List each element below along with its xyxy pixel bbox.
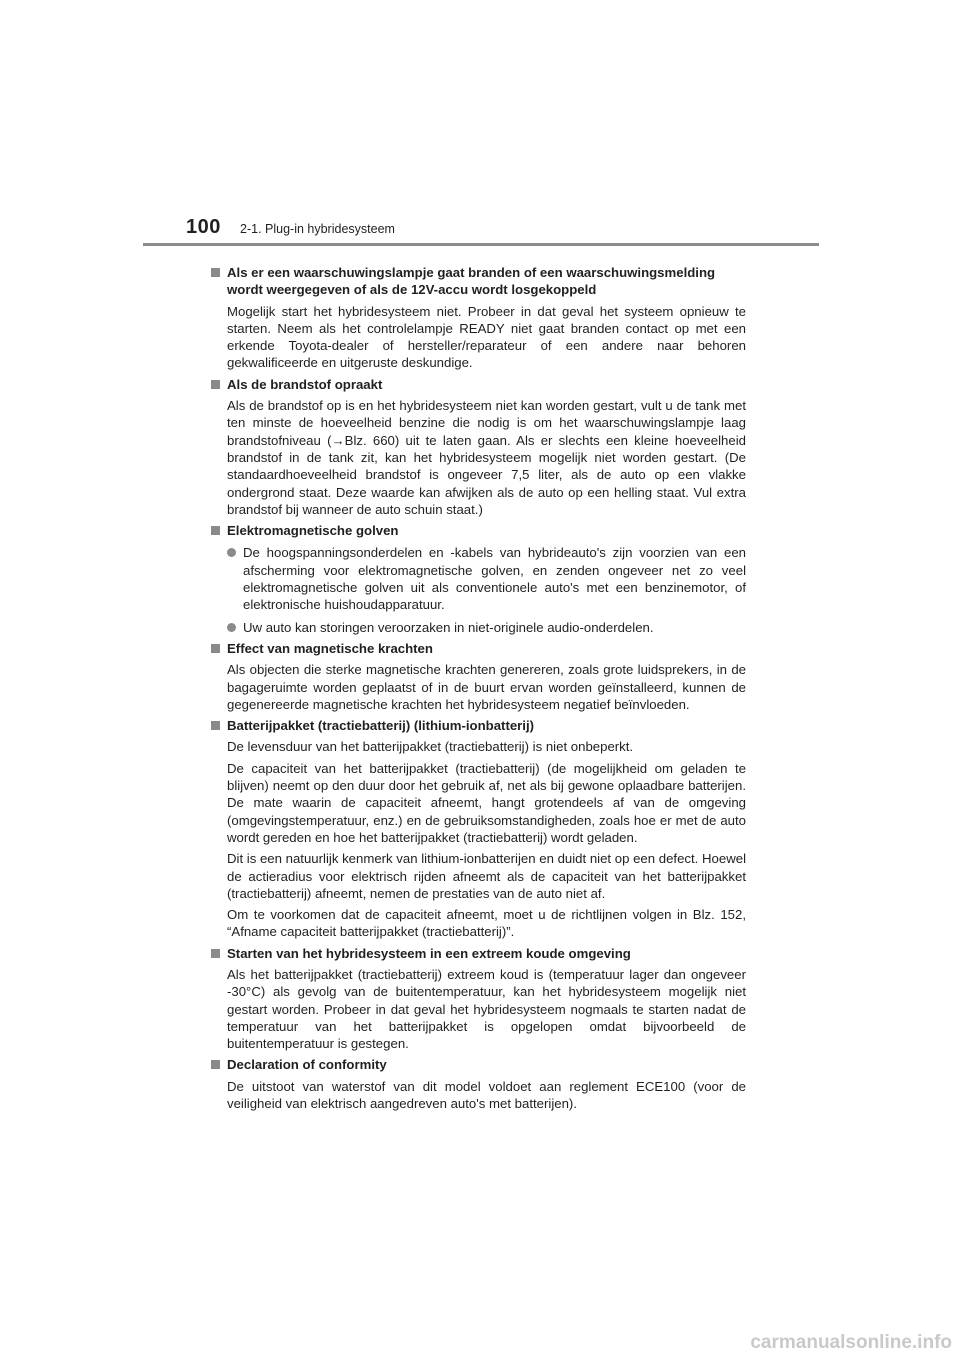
circle-bullet-icon bbox=[227, 548, 236, 557]
page-number: 100 bbox=[186, 216, 221, 238]
header-rule bbox=[143, 243, 819, 246]
section-heading: Als er een waarschuwingslampje gaat branden of een waarschuwingsmelding wordt weergegeven of als de 12V-accu wordt losgekoppeld bbox=[211, 264, 746, 299]
section-warning-light bbox=[211, 264, 746, 372]
square-bullet-icon bbox=[211, 380, 220, 389]
paragraph: De levensduur van het batterijpakket (tractiebatterij) is niet onbeperkt. bbox=[227, 739, 634, 755]
paragraph: Als de brandstof op is en het hybridesysteem niet kan worden gestart, vult u de tank met ten minste de hoeveelheid benzine die nodig is om het waarschuwingslampje laag brandstofniveau (→Blz. 660) uit te laten gaan. Als er slechts een kleine hoeveelheid brandstof in de tank zit, kan het hybridesysteem mogelijk niet worden gestart. (De standaardhoeveelheid brandstof is ongeveer 7,5 liter, als de auto op een vlakke ondergrond staat. Deze waarde kan afwijken als de auto op een helling staat. Vul extra brandstof bij wanneer de auto schuin staat.) bbox=[227, 398, 746, 517]
circle-bullet-icon bbox=[227, 623, 236, 632]
section-heading: Starten van het hybridesysteem in een extreem koude omgeving bbox=[211, 945, 746, 962]
section-title: 2-1. Plug-in hybridesysteem bbox=[240, 222, 395, 236]
section-electromagnetic bbox=[211, 522, 746, 636]
square-bullet-icon bbox=[211, 721, 220, 730]
section-heading: Declaration of conformity bbox=[211, 1056, 746, 1073]
paragraph: Mogelijk start het hybridesysteem niet. Probeer in dat geval het systeem opnieuw te starten. Neem als het controlelampje READY niet gaat branden contact op met een erkende Toyota-dealer of hersteller/reparateur of een andere naar behoren gekwalificeerde en uitgeruste deskundige. bbox=[227, 303, 746, 371]
section-conformity bbox=[211, 1056, 746, 1112]
section-fuel bbox=[211, 376, 746, 518]
square-bullet-icon bbox=[211, 1060, 220, 1069]
paragraph: Als het batterijpakket (tractiebatterij) extreem koud is (temperatuur lager dan ongeveer -30°C) als gevolg van de buitentemperatuur, kan het hybridesysteem mogelijk niet gestart worden. Probeer in dat geval het hybridesysteem nogmaals te starten nadat de temperatuur van het batterijpakket is opgelopen omdat bijvoorbeeld de buitentemperatuur is gestegen. bbox=[227, 966, 746, 1052]
list-item: De hoogspanningsonderdelen en -kabels van hybrideauto's zijn voorzien van een afscherming voor elektromagnetische golven, en zenden ongeveer net zo veel elektromagnetische golven uit als conventionele auto's met een benzinemotor, of elektronische huishoudapparatuur. bbox=[227, 544, 746, 613]
section-heading: Batterijpakket (tractiebatterij) (lithium-ionbatterij) bbox=[211, 717, 746, 734]
section-heading: Elektromagnetische golven bbox=[211, 522, 746, 539]
section-heading: Als de brandstof opraakt bbox=[211, 376, 746, 393]
square-bullet-icon bbox=[211, 526, 220, 535]
section-cold-start bbox=[211, 945, 746, 1053]
paragraph: Om te voorkomen dat de capaciteit afneemt, moet u de richtlijnen volgen in Blz. 152, “Afname capaciteit batterijpakket (tractiebatterij)”. bbox=[227, 907, 746, 940]
list-item: Uw auto kan storingen veroorzaken in niet-originele audio-onderdelen. bbox=[227, 619, 746, 636]
square-bullet-icon bbox=[211, 949, 220, 958]
square-bullet-icon bbox=[211, 644, 220, 653]
section-battery bbox=[211, 717, 746, 941]
page-header bbox=[0, 0, 960, 250]
section-heading: Effect van magnetische krachten bbox=[211, 640, 746, 657]
paragraph: Als objecten die sterke magnetische krachten genereren, zoals grote luidsprekers, in de bagageruimte worden geplaatst of in de buurt ervan worden geïnstalleerd, kunnen de gegenereerde magnetische krachten het hybridesysteem negatief beïnvloeden. bbox=[227, 662, 746, 712]
paragraph: De capaciteit van het batterijpakket (tractiebatterij) (de mogelijkheid om geladen te blijven) neemt op den duur door het gebruik af, net als bij gewone oplaadbare batterijen. De mate waarin de capaciteit afneemt, hangt grotendeels af van de omgeving (omgevingstemperatuur, enz.) en de gebruiksomstandigheden, zoals hoe er met de auto wordt gereden en hoe het batterijpakket (tractiebatterij) wordt geladen. bbox=[227, 760, 746, 845]
page-content bbox=[211, 264, 746, 1116]
paragraph: Dit is een natuurlijk kenmerk van lithium-ionbatterijen en duidt niet op een defect. Hoewel de actieradius voor elektrisch rijden afneemt als de capaciteit van het batterijpakket (tractiebatterij) afneemt, nemen de prestaties van de auto niet af. bbox=[227, 851, 746, 901]
paragraph: De uitstoot van waterstof van dit model voldoet aan reglement ECE100 (voor de veiligheid van elektrisch aangedreven auto's met batterijen). bbox=[227, 1078, 746, 1112]
watermark: carmanualsonline.info bbox=[750, 1332, 952, 1353]
square-bullet-icon bbox=[211, 268, 220, 277]
section-magnetic bbox=[211, 640, 746, 713]
